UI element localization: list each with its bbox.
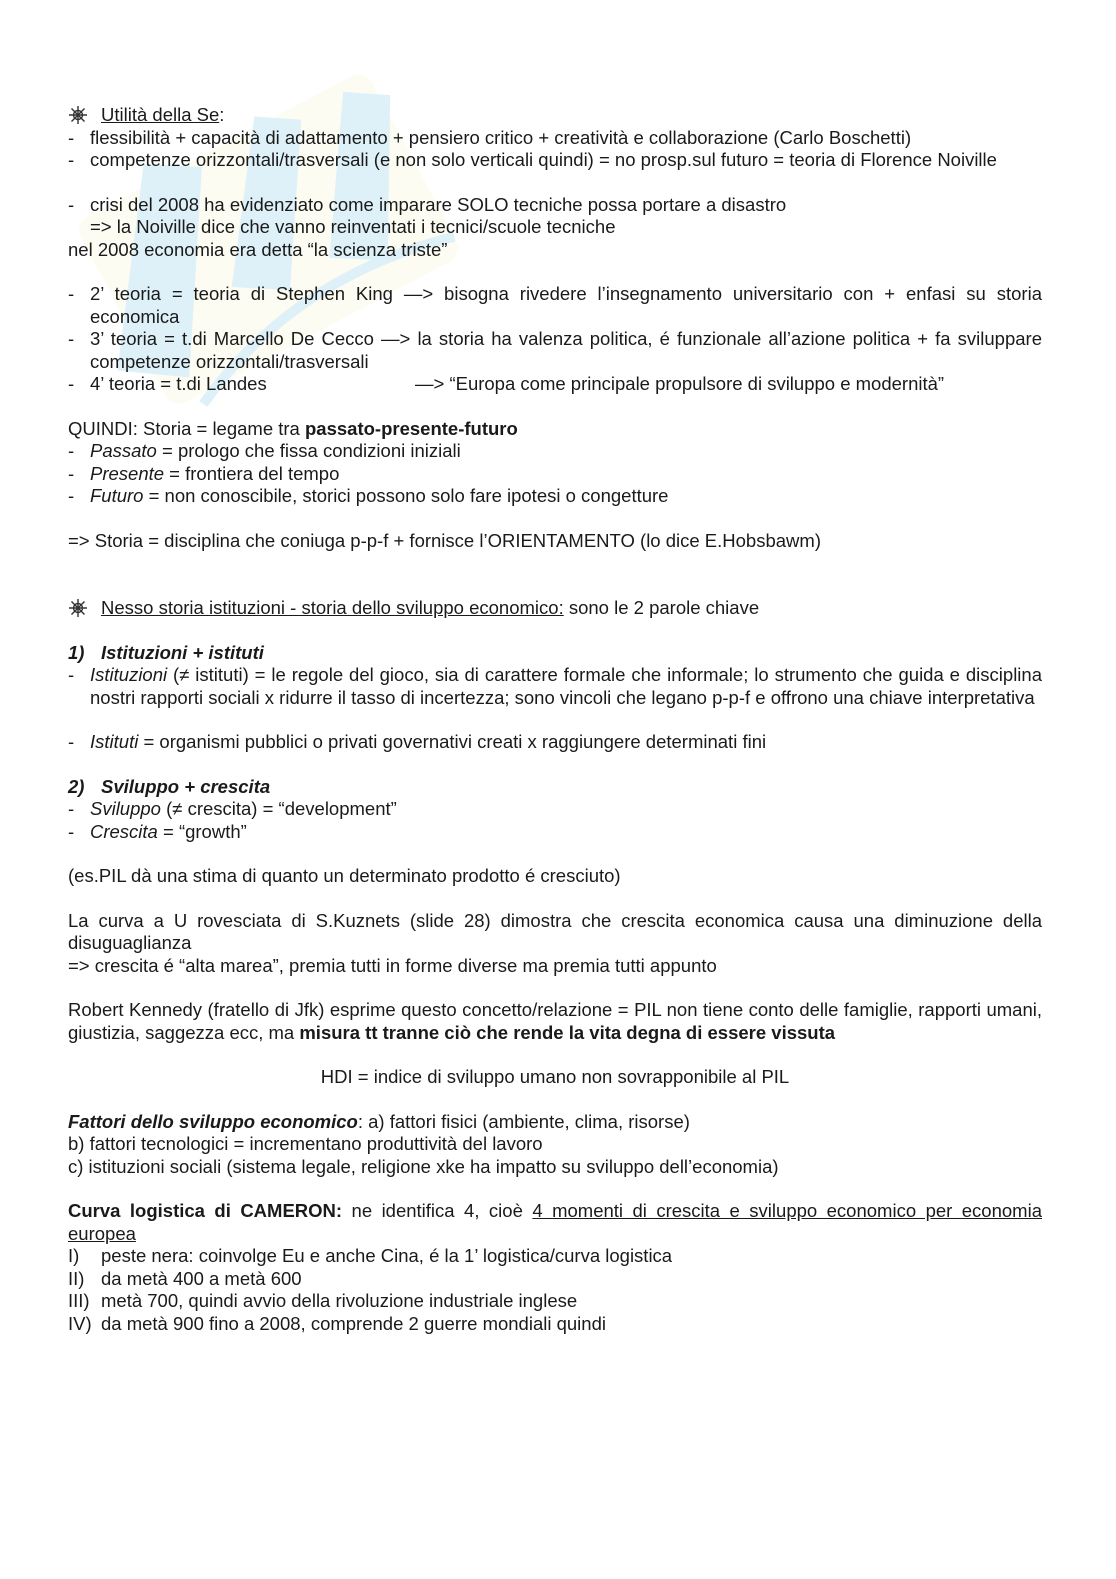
subheading-istituzioni: 1) Istituzioni + istituti bbox=[68, 641, 264, 663]
list-item: - flessibilità + capacità di adattamento + pensiero critico + creatività e collaborazione (Carlo Boschetti) bbox=[68, 127, 1042, 150]
paragraph-kuznets: La curva a U rovesciata di S.Kuznets (slide 28) dimostra che crescita economica causa una diminuzione della disuguaglianza bbox=[68, 909, 1042, 953]
paragraph-kennedy: Robert Kennedy (fratello di Jfk) esprime questo concetto/relazione = PIL non tiene conto delle famiglie, rapporti umani, giustizia, saggezza ecc, ma misura tt tranne ciò che rende la vita degna di essere vissuta bbox=[68, 999, 1042, 1043]
subheading-sviluppo: 2) Sviluppo + crescita bbox=[68, 775, 271, 797]
section-title: Nesso storia istituzioni - storia dello sviluppo economico: bbox=[101, 597, 564, 618]
list-item: - crisi del 2008 ha evidenziato come imparare SOLO tecniche possa portare a disastro bbox=[68, 194, 1042, 217]
text-line: (es.PIL dà una stima di quanto un determinato prodotto é cresciuto) bbox=[68, 865, 621, 886]
section-title: Utilità della Se bbox=[101, 104, 220, 125]
flower-bullet-icon bbox=[68, 105, 88, 125]
flower-bullet-icon bbox=[68, 598, 88, 618]
cameron-paragraph: Curva logistica di CAMERON: ne identifica 4, cioè 4 momenti di crescita e sviluppo economico per economia europea bbox=[68, 1200, 1042, 1244]
fattori-line: c) istituzioni sociali (sistema legale, religione xke ha impatto su sviluppo dell’economia) bbox=[68, 1155, 779, 1177]
section-heading-utilita: Utilità della Se: bbox=[68, 104, 1042, 127]
list-item: - Crescita = “growth” bbox=[68, 821, 1042, 844]
list-item: - Sviluppo (≠ crescita) = “development” bbox=[68, 798, 1042, 821]
phase-item: II) da metà 400 a metà 600 bbox=[68, 1267, 302, 1289]
list-item: - Istituzioni (≠ istituti) = le regole del gioco, sia di carattere formale che informale; lo strumento che guida e disciplina nostri rapporti sociali x ridurre il tasso di incertezza; sono vincoli che legano p-p-f e offrono una chiave interpretativa bbox=[68, 664, 1042, 709]
phase-item: III) metà 700, quindi avvio della rivoluzione industriale inglese bbox=[68, 1290, 578, 1311]
list-item: - Futuro = non conoscibile, storici possono solo fare ipotesi o congetture bbox=[68, 485, 1042, 508]
theory-item: - 2’ teoria = teoria di Stephen King —> bisogna rivedere l’insegnamento universitario con + enfasi su storia economica bbox=[68, 283, 1042, 328]
list-item: - Presente = frontiera del tempo bbox=[68, 463, 1042, 486]
arrow-line: => la Noiville dice che vanno reinventati i tecnici/scuole tecniche bbox=[90, 216, 616, 237]
fattori-line: Fattori dello sviluppo economico: a) fattori fisici (ambiente, clima, risorse) bbox=[68, 1110, 690, 1132]
hdi-line: HDI = indice di sviluppo umano non sovrapponibile al PIL bbox=[320, 1066, 790, 1087]
list-item: - Passato = prologo che fissa condizioni iniziali bbox=[68, 440, 1042, 463]
section-heading-nesso: Nesso storia istituzioni - storia dello sviluppo economico: sono le 2 parole chiave bbox=[68, 597, 1042, 620]
theory-item: - 3’ teoria = t.di Marcello De Cecco —> la storia ha valenza politica, é funzionale all’azione politica + fa sviluppare competenze orizzontali/trasversali bbox=[68, 328, 1042, 373]
list-item: - competenze orizzontali/trasversali (e non solo verticali quindi) = no prosp.sul futuro = teoria di Florence Noiville bbox=[68, 149, 1042, 172]
text-line: nel 2008 economia era detta “la scienza triste” bbox=[68, 238, 448, 260]
list-item: - Istituti = organismi pubblici o privati governativi creati x raggiungere determinati fini bbox=[68, 731, 1042, 754]
phase-item: I) peste nera: coinvolge Eu e anche Cina, é la 1’ logistica/curva logistica bbox=[68, 1245, 673, 1266]
summary-line: QUINDI: Storia = legame tra passato-presente-futuro bbox=[68, 417, 518, 439]
arrow-line: => crescita é “alta marea”, premia tutti in forme diverse ma premia tutti appunto bbox=[68, 954, 717, 976]
phase-item: IV) da metà 900 fino a 2008, comprende 2 guerre mondiali quindi bbox=[68, 1312, 606, 1334]
conclusion-line: => Storia = disciplina che coniuga p-p-f + fornisce l’ORIENTAMENTO (lo dice E.Hobsbawm) bbox=[68, 529, 821, 551]
document-body bbox=[68, 104, 1042, 1335]
fattori-line: b) fattori tecnologici = incrementano produttività del lavoro bbox=[68, 1133, 543, 1154]
theory-item: - 4’ teoria = t.di Landes —> “Europa come principale propulsore di sviluppo e modernità” bbox=[68, 373, 1042, 396]
